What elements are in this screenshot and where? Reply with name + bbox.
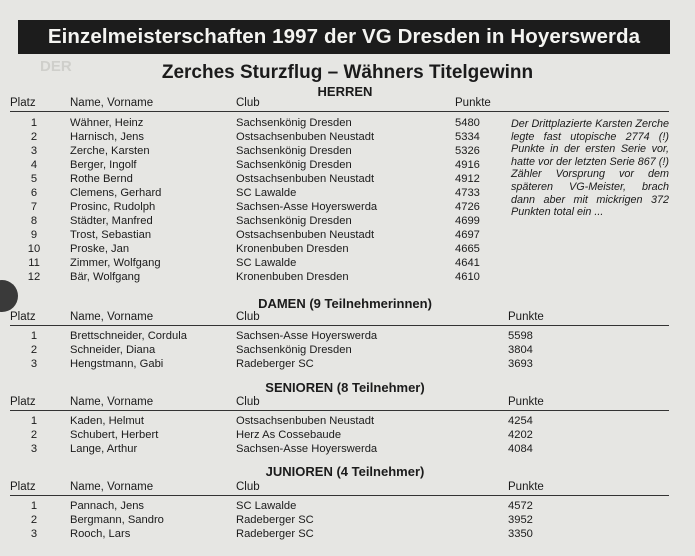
place-cell: 12 [27, 271, 41, 283]
col-club: Club [236, 97, 260, 109]
club-cell: Kronenbuben Dresden [236, 271, 349, 283]
club-cell: SC Lawalde [236, 257, 297, 269]
place-cell: 7 [30, 201, 38, 213]
name-cell: Wähner, Heinz [70, 117, 144, 129]
club-cell: Sachsenkönig Dresden [236, 117, 352, 129]
club-cell: Ostsachsenbuben Neustadt [236, 173, 375, 185]
place-cell: 2 [30, 131, 38, 143]
club-cell: Sachsen-Asse Hoyerswerda [236, 443, 378, 455]
col-points: Punkte [508, 311, 544, 323]
place-cell: 3 [30, 528, 38, 540]
col-place: Platz [10, 396, 36, 408]
place-cell: 1 [30, 330, 38, 342]
name-cell: Kaden, Helmut [70, 415, 145, 427]
divider [10, 111, 669, 112]
table-row [0, 270, 695, 284]
club-cell: Kronenbuben Dresden [236, 243, 349, 255]
points-cell: 4733 [455, 187, 480, 199]
place-cell: 1 [30, 117, 38, 129]
club-cell: Sachsen-Asse Hoyerswerda [236, 330, 378, 342]
points-cell: 3693 [508, 358, 533, 370]
name-cell: Städter, Manfred [70, 215, 153, 227]
col-place: Platz [10, 311, 36, 323]
points-cell: 4254 [508, 415, 533, 427]
club-cell: SC Lawalde [236, 500, 297, 512]
name-cell: Schubert, Herbert [70, 429, 159, 441]
name-cell: Trost, Sebastian [70, 229, 152, 241]
name-cell: Bergmann, Sandro [70, 514, 164, 526]
name-cell: Pannach, Jens [70, 500, 145, 512]
col-points: Punkte [508, 396, 544, 408]
table-row [0, 442, 695, 456]
points-cell: 4572 [508, 500, 533, 512]
place-cell: 6 [30, 187, 38, 199]
name-cell: Harnisch, Jens [70, 131, 144, 143]
section-title-herren: HERREN [317, 84, 373, 99]
place-cell: 2 [30, 429, 38, 441]
club-cell: Radeberger SC [236, 358, 314, 370]
club-cell: Sachsen-Asse Hoyerswerda [236, 201, 378, 213]
article-banner: Einzelmeisterschaften 1997 der VG Dresden in Hoyerswerda [18, 20, 670, 54]
place-cell: 10 [27, 243, 41, 255]
name-cell: Proske, Jan [70, 243, 130, 255]
col-club: Club [236, 311, 260, 323]
points-cell: 3804 [508, 344, 533, 356]
table-row [0, 357, 695, 371]
col-points: Punkte [455, 97, 491, 109]
place-cell: 2 [30, 344, 38, 356]
points-cell: 4726 [455, 201, 480, 213]
name-cell: Hengstmann, Gabi [70, 358, 164, 370]
points-cell: 4084 [508, 443, 533, 455]
name-cell: Zimmer, Wolfgang [70, 257, 161, 269]
place-cell: 1 [30, 415, 38, 427]
table-row [0, 343, 695, 357]
place-cell: 4 [30, 159, 38, 171]
club-cell: Ostsachsenbuben Neustadt [236, 131, 375, 143]
club-cell: Ostsachsenbuben Neustadt [236, 229, 375, 241]
points-cell: 4641 [455, 257, 480, 269]
points-cell: 3350 [508, 528, 533, 540]
place-cell: 2 [30, 514, 38, 526]
points-cell: 5326 [455, 145, 480, 157]
place-cell: 1 [30, 500, 38, 512]
points-cell: 5598 [508, 330, 533, 342]
col-name: Name, Vorname [70, 311, 154, 323]
name-cell: Rooch, Lars [70, 528, 131, 540]
club-cell: Ostsachsenbuben Neustadt [236, 415, 375, 427]
name-cell: Rothe Bernd [70, 173, 133, 185]
place-cell: 11 [28, 257, 40, 269]
punch-hole [0, 280, 18, 312]
table-row [0, 513, 695, 527]
points-cell: 4912 [455, 173, 480, 185]
sidebar-note: Der Drittplazierte Karsten Zerche legte fast utopische 2774 (!) Punkte in der ersten Serie vor, hatte vor der letzten Serie 867 (!) Zähler Vorsprung vor dem späteren VG-Meister, brach dann aber mit mickrigen 372 Punkten total ein ... [511, 118, 669, 219]
section-title-damen: DAMEN (9 Teilnehmerinnen) [258, 296, 432, 311]
place-cell: 9 [30, 229, 38, 241]
place-cell: 8 [30, 215, 38, 227]
club-cell: SC Lawalde [236, 187, 297, 199]
points-cell: 5334 [455, 131, 480, 143]
col-name: Name, Vorname [70, 396, 154, 408]
table-row [0, 499, 695, 513]
table-row [0, 228, 695, 242]
club-cell: Sachsenkönig Dresden [236, 215, 352, 227]
name-cell: Clemens, Gerhard [70, 187, 162, 199]
points-cell: 4665 [455, 243, 480, 255]
col-points: Punkte [508, 481, 544, 493]
name-cell: Brettschneider, Cordula [70, 330, 187, 342]
club-cell: Sachsenkönig Dresden [236, 344, 352, 356]
section-title-junioren: JUNIOREN (4 Teilnehmer) [265, 464, 425, 479]
col-name: Name, Vorname [70, 481, 154, 493]
col-name: Name, Vorname [70, 97, 154, 109]
club-cell: Sachsenkönig Dresden [236, 159, 352, 171]
table-row [0, 329, 695, 343]
divider [10, 495, 669, 496]
table-row [0, 414, 695, 428]
name-cell: Prosinc, Rudolph [70, 201, 156, 213]
table-row [0, 242, 695, 256]
club-cell: Radeberger SC [236, 528, 314, 540]
article-headline: Zerches Sturzflug – Wähners Titelgewinn [161, 62, 534, 83]
name-cell: Berger, Ingolf [70, 159, 137, 171]
col-place: Platz [10, 97, 36, 109]
points-cell: 4699 [455, 215, 480, 227]
divider [10, 325, 669, 326]
divider [10, 410, 669, 411]
points-cell: 3952 [508, 514, 533, 526]
name-cell: Zerche, Karsten [70, 145, 150, 157]
place-cell: 5 [30, 173, 38, 185]
place-cell: 3 [30, 358, 38, 370]
table-row [0, 256, 695, 270]
table-row [0, 527, 695, 541]
points-cell: 4202 [508, 429, 533, 441]
table-row [0, 428, 695, 442]
place-cell: 3 [30, 145, 38, 157]
name-cell: Bär, Wolfgang [70, 271, 141, 283]
points-cell: 4697 [455, 229, 480, 241]
points-cell: 5480 [455, 117, 480, 129]
section-title-senioren: SENIOREN (8 Teilnehmer) [265, 380, 425, 395]
name-cell: Schneider, Diana [70, 344, 156, 356]
club-cell: Herz As Cossebaude [236, 429, 342, 441]
name-cell: Lange, Arthur [70, 443, 138, 455]
col-club: Club [236, 396, 260, 408]
points-cell: 4610 [455, 271, 480, 283]
place-cell: 3 [30, 443, 38, 455]
points-cell: 4916 [455, 159, 480, 171]
club-cell: Sachsenkönig Dresden [236, 145, 352, 157]
bleed-through-text: DER [40, 58, 72, 75]
club-cell: Radeberger SC [236, 514, 314, 526]
col-club: Club [236, 481, 260, 493]
col-place: Platz [10, 481, 36, 493]
